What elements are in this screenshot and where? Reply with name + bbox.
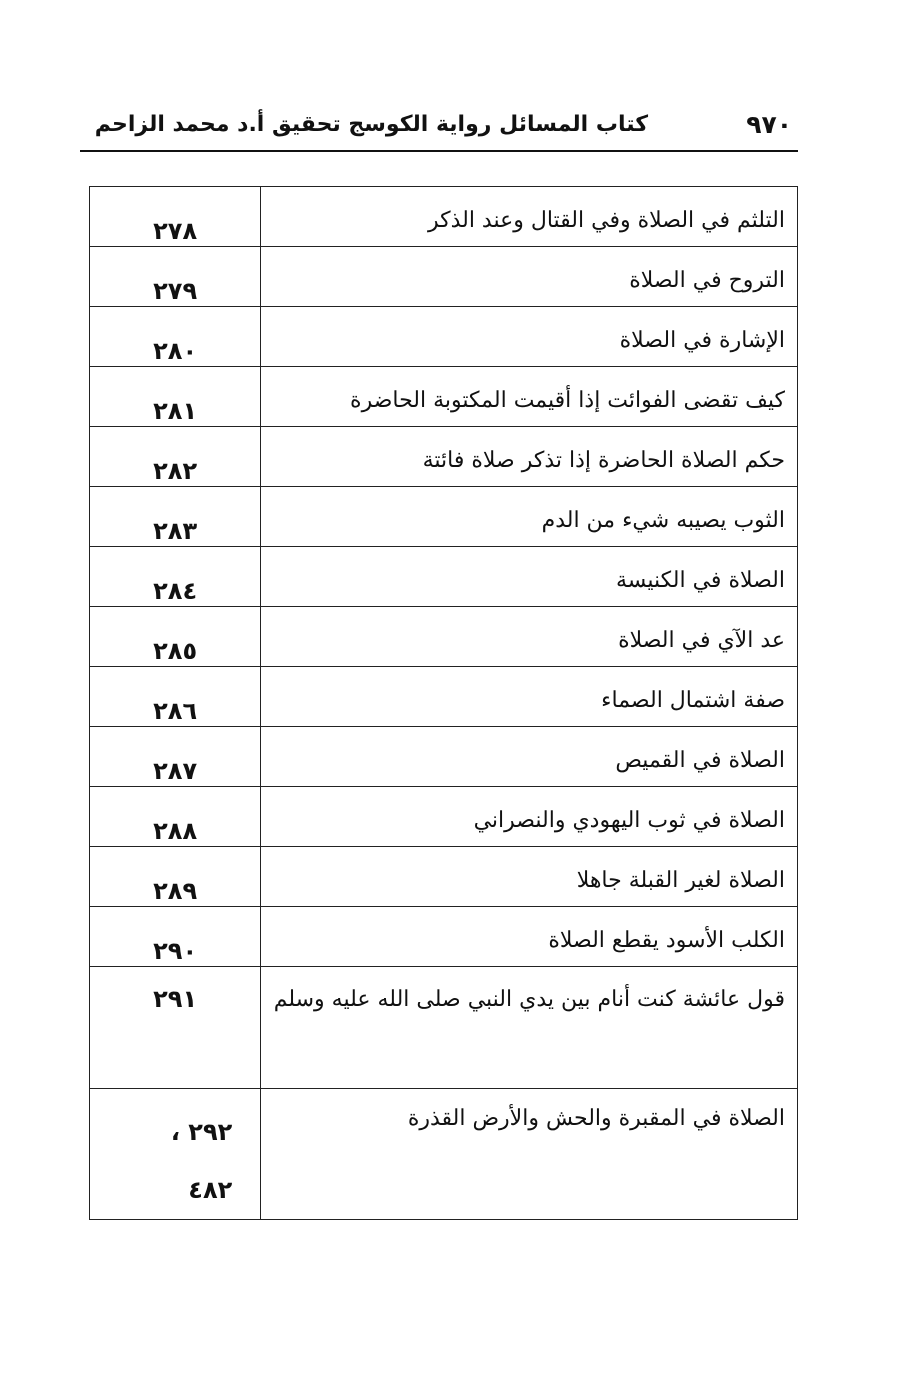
topic-cell: كيف تقضى الفوائت إذا أقيمت المكتوبة الحاضرة [261, 367, 798, 427]
table-row [90, 847, 798, 907]
index-table [89, 186, 798, 1220]
topic-cell: حكم الصلاة الحاضرة إذا تذكر صلاة فائتة [261, 427, 798, 487]
topic-cell: الصلاة في الكنيسة [261, 547, 798, 607]
page-cell: ٢٩١ [90, 967, 261, 1089]
page-cell: ٢٨٨ [90, 787, 261, 847]
page-cell: ٢٨٥ [90, 607, 261, 667]
book-title: كتاب المسائل رواية الكوسج تحقيق أ.د محمد الزاحم [94, 112, 648, 137]
topic-cell: الصلاة في القميص [261, 727, 798, 787]
page-cell: ٢٨٩ [90, 847, 261, 907]
topic-cell: قول عائشة كنت أنام بين يدي النبي صلى الله عليه وسلم [261, 967, 798, 1089]
table-row [90, 727, 798, 787]
page-cell: ٢٨١ [90, 367, 261, 427]
page-cell: ٢٨٠ [90, 307, 261, 367]
table-row [90, 427, 798, 487]
table-row [90, 367, 798, 427]
table-row [90, 187, 798, 247]
topic-cell: التروح في الصلاة [261, 247, 798, 307]
page-cell: ٢٨٧ [90, 727, 261, 787]
topic-cell: الثوب يصيبه شيء من الدم [261, 487, 798, 547]
table-row [90, 247, 798, 307]
page-header [80, 100, 798, 152]
table-row [90, 307, 798, 367]
topic-cell: الصلاة في ثوب اليهودي والنصراني [261, 787, 798, 847]
table-row [90, 907, 798, 967]
page-cell: ٢٨٢ [90, 427, 261, 487]
topic-cell: الصلاة لغير القبلة جاهلا [261, 847, 798, 907]
page-cell: ٢٩٠ [90, 907, 261, 967]
table-row [90, 967, 798, 1089]
page-cell: ٢٧٨ [90, 187, 261, 247]
table-row [90, 1089, 798, 1220]
topic-cell: الصلاة في المقبرة والحش والأرض القذرة [261, 1089, 798, 1220]
page-cell [90, 1089, 261, 1220]
page-number: ٩٧٠ [746, 110, 792, 139]
page-cell: ٢٧٩ [90, 247, 261, 307]
table-row [90, 547, 798, 607]
topic-cell: الإشارة في الصلاة [261, 307, 798, 367]
topic-cell: الكلب الأسود يقطع الصلاة [261, 907, 798, 967]
table-row [90, 787, 798, 847]
table-row [90, 487, 798, 547]
page-cell: ٢٨٣ [90, 487, 261, 547]
table-row [90, 667, 798, 727]
page-ref-first: ٢٩٢ ، [170, 1118, 233, 1146]
topic-cell: عد الآي في الصلاة [261, 607, 798, 667]
page-ref-second: ٤٨٢ [188, 1176, 233, 1204]
table-row [90, 607, 798, 667]
topic-cell: صفة اشتمال الصماء [261, 667, 798, 727]
topic-cell: التلثم في الصلاة وفي القتال وعند الذكر [261, 187, 798, 247]
page-cell: ٢٨٤ [90, 547, 261, 607]
page-cell: ٢٨٦ [90, 667, 261, 727]
